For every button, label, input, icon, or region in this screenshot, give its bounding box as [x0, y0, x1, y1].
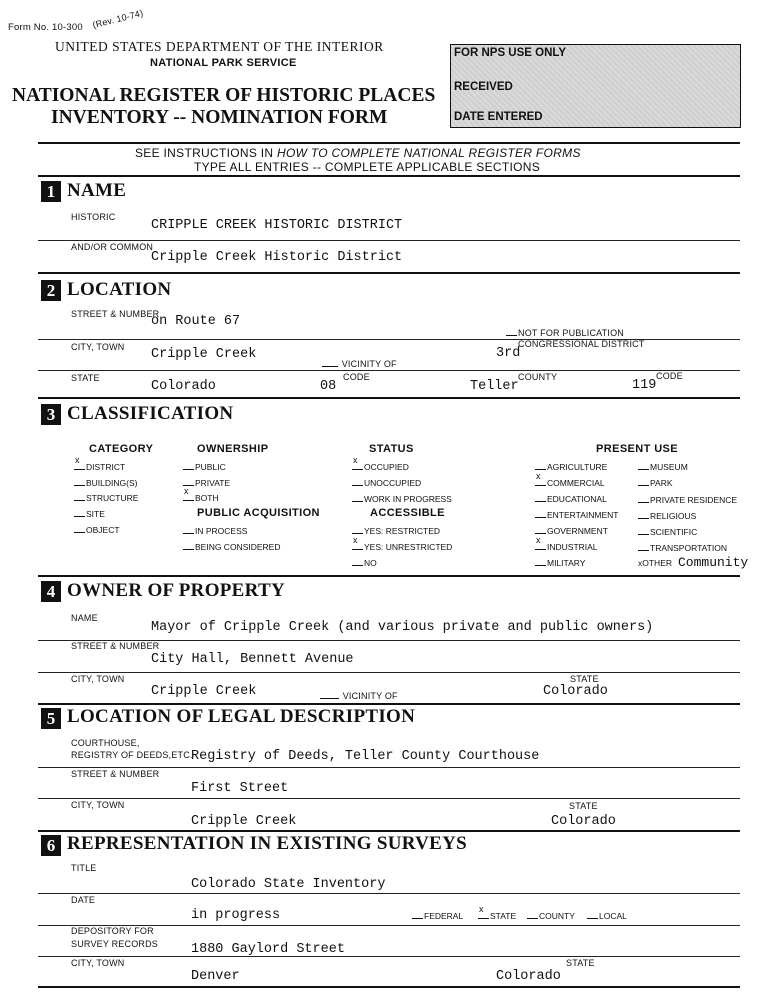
- checkbox-blank: [183, 461, 194, 470]
- divider: [38, 672, 740, 673]
- legal-city-field[interactable]: Cripple Creek: [191, 814, 297, 829]
- state-field[interactable]: Colorado: [151, 379, 216, 394]
- use-government-checkbox[interactable]: GOVERNMENT: [535, 525, 608, 536]
- divider: [38, 370, 740, 371]
- survey-state-checkbox[interactable]: x STATE: [479, 904, 517, 921]
- divider: [38, 240, 740, 241]
- county-code-field[interactable]: 119: [632, 378, 657, 393]
- ownership-public-checkbox[interactable]: PUBLIC: [183, 461, 226, 472]
- legal-state-field[interactable]: Colorado: [551, 814, 616, 829]
- owner-street-label: STREET & NUMBER: [71, 641, 160, 651]
- checkbox-blank: x: [478, 910, 489, 919]
- status-heading: STATUS: [369, 443, 414, 455]
- checkbox-blank: [535, 461, 546, 470]
- category-site-checkbox[interactable]: SITE: [74, 508, 105, 519]
- checkbox-blank: x: [183, 492, 194, 501]
- legal-street-field[interactable]: First Street: [191, 781, 289, 796]
- checkbox-blank: x: [352, 541, 363, 550]
- status-occupied-checkbox[interactable]: x OCCUPIED: [353, 455, 409, 472]
- divider: [38, 986, 740, 988]
- category-heading: CATEGORY: [89, 443, 154, 455]
- survey-county-checkbox[interactable]: COUNTY: [527, 910, 575, 921]
- form-title-line1: NATIONAL REGISTER OF HISTORIC PLACES: [12, 85, 436, 106]
- county-field[interactable]: Teller: [470, 379, 519, 394]
- courthouse-field[interactable]: Registry of Deeds, Teller County Courthouse: [191, 749, 540, 764]
- county-label: COUNTY: [518, 372, 558, 382]
- section-title-surveys: REPRESENTATION IN EXISTING SURVEYS: [67, 833, 468, 854]
- street-field[interactable]: on Route 67: [151, 314, 241, 329]
- divider: [38, 175, 740, 177]
- checkbox-blank: [535, 557, 546, 566]
- common-name-field[interactable]: Cripple Creek Historic District: [151, 250, 403, 265]
- checkbox-blank: [320, 690, 339, 699]
- depository-city-label: CITY, TOWN: [71, 958, 125, 968]
- department-name: UNITED STATES DEPARTMENT OF THE INTERIOR: [55, 39, 384, 54]
- checkbox-blank: [587, 910, 598, 919]
- category-district-checkbox[interactable]: x DISTRICT: [75, 455, 126, 472]
- checkbox-blank: [638, 542, 649, 551]
- form-title-line2: INVENTORY -- NOMINATION FORM: [51, 107, 388, 128]
- use-entertainment-checkbox[interactable]: ENTERTAINMENT: [535, 509, 618, 520]
- accessible-restricted-checkbox[interactable]: YES: RESTRICTED: [352, 525, 440, 536]
- section-title-classification: CLASSIFICATION: [67, 403, 234, 424]
- divider: [38, 798, 740, 799]
- checkbox-blank: [74, 508, 85, 517]
- checkbox-blank: [527, 910, 538, 919]
- courthouse-label-line1: COURTHOUSE,: [71, 738, 140, 748]
- checkbox-blank: [352, 525, 363, 534]
- owner-vicinity-option[interactable]: VICINITY OF: [320, 690, 398, 701]
- divider: [38, 272, 740, 274]
- use-agriculture-checkbox[interactable]: AGRICULTURE: [535, 461, 607, 472]
- depository-label-line2: SURVEY RECORDS: [71, 939, 158, 949]
- date-entered-label: DATE ENTERED: [454, 111, 543, 123]
- checkbox-blank: x: [74, 461, 85, 470]
- section-number: 2: [41, 280, 61, 301]
- survey-local-checkbox[interactable]: LOCAL: [587, 910, 627, 921]
- checkbox-blank: [322, 358, 338, 367]
- public-acquisition-heading: PUBLIC ACQUISITION: [197, 507, 320, 519]
- section-number: 3: [41, 404, 61, 425]
- owner-state-field[interactable]: Colorado: [543, 684, 608, 699]
- common-name-label: AND/OR COMMON: [71, 242, 154, 252]
- checkbox-blank: [183, 541, 194, 550]
- checkbox-blank: [535, 509, 546, 518]
- checkbox-blank: [638, 526, 649, 535]
- status-unoccupied-checkbox[interactable]: UNOCCUPIED: [352, 477, 421, 488]
- checkbox-blank: [74, 524, 85, 533]
- category-buildings-checkbox[interactable]: BUILDING(S): [74, 477, 137, 488]
- use-military-checkbox[interactable]: MILITARY: [535, 557, 585, 568]
- checkbox-blank: [352, 477, 363, 486]
- owner-state-label: STATE: [570, 674, 599, 684]
- owner-street-field[interactable]: City Hall, Bennett Avenue: [151, 652, 354, 667]
- depository-label-line1: DEPOSITORY FOR: [71, 926, 154, 936]
- ownership-heading: OWNERSHIP: [197, 443, 269, 455]
- use-museum-checkbox[interactable]: MUSEUM: [638, 461, 688, 472]
- divider: [38, 767, 740, 768]
- use-private-residence-checkbox[interactable]: PRIVATE RESIDENCE: [638, 494, 737, 505]
- historic-name-field[interactable]: CRIPPLE CREEK HISTORIC DISTRICT: [151, 218, 403, 233]
- checkbox-blank: [183, 477, 194, 486]
- checkbox-blank: [412, 910, 423, 919]
- received-label: RECEIVED: [454, 81, 513, 93]
- survey-title-label: TITLE: [71, 863, 97, 873]
- historic-label: HISTORIC: [71, 212, 116, 222]
- survey-date-label: DATE: [71, 895, 96, 905]
- not-for-publication-option[interactable]: NOT FOR PUBLICATION: [506, 327, 624, 338]
- use-educational-checkbox[interactable]: EDUCATIONAL: [535, 493, 607, 504]
- checkbox-blank: [352, 557, 363, 566]
- use-other-field[interactable]: Community: [678, 555, 749, 570]
- checkbox-blank: [638, 461, 649, 470]
- category-object-checkbox[interactable]: OBJECT: [74, 524, 120, 535]
- instructions-line2: TYPE ALL ENTRIES -- COMPLETE APPLICABLE SECTIONS: [194, 160, 541, 174]
- section-title-owner: OWNER OF PROPERTY: [67, 580, 286, 601]
- use-park-checkbox[interactable]: PARK: [638, 477, 673, 488]
- divider: [38, 956, 740, 957]
- county-code-label: CODE: [656, 371, 683, 381]
- section-number: 6: [41, 835, 61, 856]
- use-scientific-checkbox[interactable]: SCIENTIFIC: [638, 526, 697, 537]
- checkbox-blank: [506, 327, 517, 336]
- section-number: 1: [41, 181, 61, 202]
- divider: [38, 142, 740, 144]
- checkbox-blank: [638, 494, 649, 503]
- divider: [38, 575, 740, 577]
- accessible-unrestricted-checkbox[interactable]: x YES: UNRESTRICTED: [353, 535, 453, 552]
- nps-use-only-box: [450, 44, 741, 128]
- ownership-both-checkbox[interactable]: x BOTH: [184, 486, 219, 503]
- status-work-in-progress-checkbox[interactable]: WORK IN PROGRESS: [352, 493, 452, 504]
- use-commercial-checkbox[interactable]: x COMMERCIAL: [536, 471, 605, 488]
- street-number-label: STREET & NUMBER: [71, 309, 160, 319]
- checkbox-blank: x: [535, 477, 546, 486]
- divider: [38, 830, 740, 832]
- acquisition-in-process-checkbox[interactable]: IN PROCESS: [183, 525, 247, 536]
- legal-state-label: STATE: [569, 801, 598, 811]
- legal-street-label: STREET & NUMBER: [71, 769, 160, 779]
- checkbox-blank: [638, 510, 649, 519]
- state-code-label: CODE: [343, 372, 370, 382]
- survey-federal-checkbox[interactable]: FEDERAL: [412, 910, 463, 921]
- checkbox-blank: [638, 477, 649, 486]
- city-label: CITY, TOWN: [71, 342, 125, 352]
- nps-use-only-label: FOR NPS USE ONLY: [454, 47, 567, 59]
- checkbox-blank: [535, 525, 546, 534]
- ownership-private-checkbox[interactable]: PRIVATE: [183, 477, 230, 488]
- checkbox-blank: x: [352, 461, 363, 470]
- city-field[interactable]: Cripple Creek: [151, 347, 257, 362]
- depository-state-label: STATE: [566, 958, 595, 968]
- vicinity-option[interactable]: VICINITY OF: [322, 358, 397, 369]
- divider: [38, 703, 740, 705]
- checkbox-blank: [183, 525, 194, 534]
- accessible-heading: ACCESSIBLE: [370, 507, 445, 519]
- service-name: NATIONAL PARK SERVICE: [150, 57, 297, 69]
- checkbox-blank: x: [535, 541, 546, 550]
- use-transportation-checkbox[interactable]: TRANSPORTATION: [638, 542, 727, 553]
- congressional-district-field[interactable]: 3rd: [496, 346, 521, 361]
- use-industrial-checkbox[interactable]: x INDUSTRIAL: [536, 535, 598, 552]
- divider: [38, 397, 740, 399]
- owner-name-label: NAME: [71, 613, 98, 623]
- accessible-no-checkbox[interactable]: NO: [352, 557, 377, 568]
- courthouse-label-line2: REGISTRY OF DEEDS,ETC.: [71, 750, 193, 760]
- state-code-field[interactable]: 08: [320, 379, 337, 394]
- use-religious-checkbox[interactable]: RELIGIOUS: [638, 510, 696, 521]
- checkbox-blank: [535, 493, 546, 502]
- owner-city-label: CITY, TOWN: [71, 674, 125, 684]
- legal-city-label: CITY, TOWN: [71, 800, 125, 810]
- section-number: 4: [41, 581, 61, 602]
- depository-city-field[interactable]: Denver: [191, 969, 240, 984]
- survey-date-field[interactable]: in progress: [191, 908, 281, 923]
- present-use-heading: PRESENT USE: [596, 443, 679, 455]
- section-number: 5: [41, 708, 61, 729]
- survey-title-field[interactable]: Colorado State Inventory: [191, 877, 386, 892]
- depository-field[interactable]: 1880 Gaylord Street: [191, 942, 345, 957]
- category-structure-checkbox[interactable]: STRUCTURE: [74, 492, 138, 503]
- use-other-checkbox[interactable]: xOTHER: [638, 558, 672, 568]
- section-title-location: LOCATION: [67, 279, 172, 300]
- form-revision: (Rev. 10-74): [91, 7, 145, 31]
- checkbox-blank: [352, 493, 363, 502]
- instructions-line1: SEE INSTRUCTIONS IN HOW TO COMPLETE NATIONAL REGISTER FORMS: [135, 146, 581, 160]
- congressional-district-label: CONGRESSIONAL DISTRICT: [518, 339, 645, 349]
- depository-state-field[interactable]: Colorado: [496, 969, 561, 984]
- form-number: Form No. 10-300: [8, 22, 83, 33]
- owner-city-field[interactable]: Cripple Creek: [151, 684, 257, 699]
- divider: [38, 893, 740, 894]
- checkbox-blank: [74, 492, 85, 501]
- section-title-name: NAME: [67, 180, 127, 201]
- owner-name-field[interactable]: Mayor of Cripple Creek (and various private and public owners): [151, 620, 654, 635]
- acquisition-being-considered-checkbox[interactable]: BEING CONSIDERED: [183, 541, 281, 552]
- section-title-legal-description: LOCATION OF LEGAL DESCRIPTION: [67, 706, 416, 727]
- checkbox-blank: [74, 477, 85, 486]
- state-label: STATE: [71, 373, 100, 383]
